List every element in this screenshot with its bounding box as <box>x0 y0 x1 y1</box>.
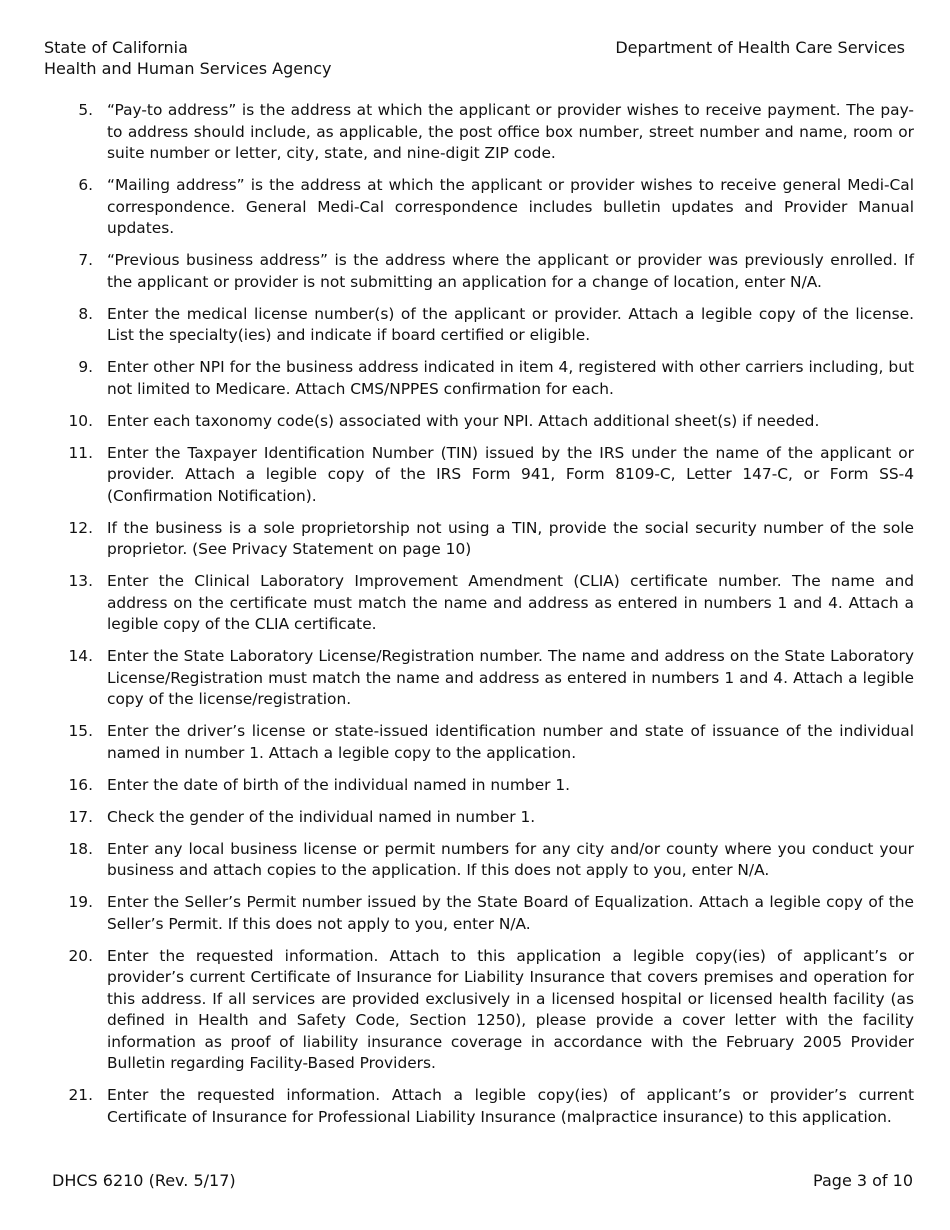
list-item <box>44 411 914 433</box>
list-item <box>44 175 914 240</box>
item-number: 9. <box>78 358 93 376</box>
item-text: “Previous business address” is the address where the applicant or provider was previously enrolled. If the applicant or provider is not submitting an application for a change of location, enter N/A. <box>107 251 914 291</box>
instruction-list <box>44 100 914 1139</box>
list-item <box>44 571 914 636</box>
item-text: Enter the State Laboratory License/Registration number. The name and address on the State Laboratory License/Registration must match the name and address as entered in numbers 1 and 4. Attach a legible copy of the license/registration. <box>107 647 914 708</box>
item-text: Enter each taxonomy code(s) associated with your NPI. Attach additional sheet(s) if needed. <box>107 411 820 430</box>
list-item <box>44 1085 914 1128</box>
page-footer <box>52 1170 913 1192</box>
list-item <box>44 946 914 1075</box>
item-number: 15. <box>68 722 93 740</box>
list-item <box>44 807 914 829</box>
list-item <box>44 304 914 347</box>
list-item <box>44 518 914 561</box>
item-number: 18. <box>68 839 93 858</box>
item-text: Enter other NPI for the business address indicated in item 4, registered with other carriers including, but not limited to Medicare. Attach CMS/NPPES confirmation for each. <box>107 358 914 398</box>
item-number: 6. <box>78 176 93 194</box>
header-agency <box>44 37 332 79</box>
list-item <box>44 357 914 400</box>
list-item <box>44 646 914 711</box>
item-number: 7. <box>78 251 93 269</box>
item-number: 20. <box>68 946 93 965</box>
item-text: Enter the date of birth of the individual named in number 1. <box>107 775 571 794</box>
item-text: Check the gender of the individual named in number 1. <box>107 807 536 826</box>
header-agency-name: Health and Human Services Agency <box>44 59 332 78</box>
page-header <box>44 37 905 79</box>
list-item <box>44 443 914 508</box>
item-text: “Pay-to address” is the address at which the applicant or provider wishes to receive payment. The pay-to address should include, as applicable, the post office box number, street number and name, room or suite number or letter, city, state, and nine-digit ZIP code. <box>107 101 914 162</box>
list-item <box>44 721 914 764</box>
item-number: 5. <box>78 101 93 119</box>
item-number: 10. <box>68 411 93 430</box>
item-number: 8. <box>78 304 93 323</box>
item-number: 19. <box>68 893 93 911</box>
header-state: State of California <box>44 38 188 57</box>
form-identifier: DHCS 6210 (Rev. 5/17) <box>52 1171 236 1190</box>
header-department: Department of Health Care Services <box>615 38 905 57</box>
list-item <box>44 892 914 935</box>
item-number: 14. <box>68 647 93 665</box>
item-text: Enter the Seller’s Permit number issued by the State Board of Equalization. Attach a legible copy of the Seller’s Permit. If this does not apply to you, enter N/A. <box>107 893 914 933</box>
list-item <box>44 775 914 797</box>
item-text: Enter the Taxpayer Identification Number (TIN) issued by the IRS under the name of the applicant or provider. Attach a legible copy of the IRS Form 941, Form 8109-C, Letter 147-C, or Form SS-4 (Confirmation Notification). <box>107 443 914 505</box>
item-number: 21. <box>68 1086 93 1104</box>
item-number: 12. <box>68 518 93 537</box>
item-number: 17. <box>68 807 93 826</box>
item-text: Enter the medical license number(s) of the applicant or provider. Attach a legible copy of the license. List the specialty(ies) and indicate if board certified or eligible. <box>107 304 914 344</box>
item-number: 13. <box>68 572 93 590</box>
item-text: Enter any local business license or permit numbers for any city and/or county where you conduct your business and attach copies to the application. If this does not apply to you, enter N/A. <box>107 839 914 879</box>
item-text: Enter the driver’s license or state-issued identification number and state of issuance of the individual named in number 1. Attach a legible copy to the application. <box>107 722 914 762</box>
item-text: Enter the requested information. Attach a legible copy(ies) of applicant’s or provider’s current Certificate of Insurance for Professional Liability Insurance (malpractice insurance) to this application. <box>107 1086 914 1126</box>
list-item <box>44 100 914 165</box>
list-item <box>44 839 914 882</box>
item-text: If the business is a sole proprietorship not using a TIN, provide the social security number of the sole proprietor. (See Privacy Statement on page 10) <box>107 518 914 558</box>
item-text: “Mailing address” is the address at which the applicant or provider wishes to receive general Medi-Cal correspondence. General Medi-Cal correspondence includes bulletin updates and Provider Manual updates. <box>107 176 914 237</box>
page-number: Page 3 of 10 <box>813 1171 913 1190</box>
item-text: Enter the requested information. Attach to this application a legible copy(ies) of applicant’s or provider’s current Certificate of Insurance for Liability Insurance that covers premises and operation for this address. If all services are provided exclusively in a licensed hospital or licensed health facility (as defined in Health and Safety Code, Section 1250), please provide a cover letter with the facility information as proof of liability insurance coverage in accordance with the February 2005 Provider Bulletin regarding Facility-Based Providers. <box>107 946 914 1072</box>
item-number: 11. <box>68 443 93 462</box>
item-text: Enter the Clinical Laboratory Improvement Amendment (CLIA) certificate number. The name and address on the certificate must match the name and address as entered in numbers 1 and 4. Attach a legible copy of the CLIA certificate. <box>107 572 914 633</box>
list-item <box>44 250 914 293</box>
item-number: 16. <box>68 775 93 794</box>
